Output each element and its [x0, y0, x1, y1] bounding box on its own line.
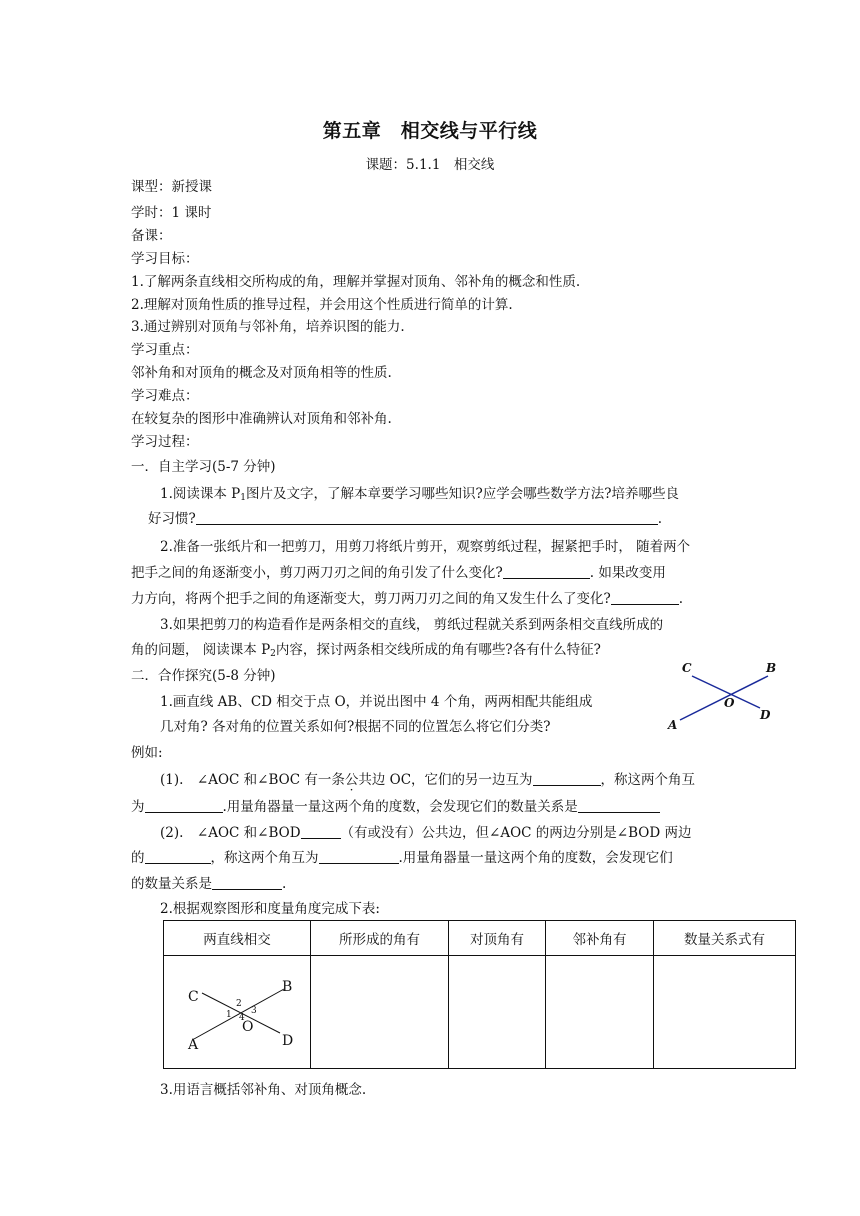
table-header-cell: 邻补角有 — [546, 921, 654, 956]
key-heading: 学习重点： — [131, 342, 199, 358]
q1-line2: 好习惯? . — [148, 511, 663, 527]
example2-line3: 的数量关系是 . — [131, 876, 287, 892]
answer-blank[interactable] — [145, 798, 223, 813]
table-header-cell: 所形成的角有 — [311, 921, 449, 956]
label-c: C — [188, 989, 199, 1005]
table-cell-answer[interactable] — [449, 956, 546, 1069]
label-b: B — [766, 661, 777, 675]
label-d: D — [760, 708, 771, 722]
table-row — [164, 956, 796, 1069]
answer-blank[interactable] — [145, 849, 211, 864]
chapter-title: 第五章 相交线与平行线 — [322, 120, 538, 142]
p1-line1: 1.画直线 AB、CD 相交于点 O，并说出图中 4 个角，两两相配共能组成 — [160, 694, 593, 710]
section1-heading: 一．自主学习(5-7 分钟) — [131, 459, 276, 475]
objectives-heading: 学习目标： — [131, 251, 199, 267]
answer-blank[interactable] — [611, 590, 679, 605]
p3-text: 3.用语言概括邻补角、对顶角概念. — [160, 1082, 367, 1098]
label-c: C — [682, 661, 692, 675]
q2-line1: 2.准备一张纸片和一把剪刀，用剪刀将纸片剪开，观察剪纸过程，握紧把手时， 随着两个 — [160, 539, 691, 555]
example1-line2: 为 .用量角器量一量这两个角的度数，会发现它们的数量关系是 — [131, 798, 660, 816]
label-a: A — [188, 1037, 199, 1053]
q2-line2: 把手之间的角逐渐变小，剪刀两刀刃之间的角引发了什么变化? . 如果改变用 — [131, 565, 666, 581]
angle-table — [163, 920, 796, 1069]
table-cell-answer[interactable] — [311, 956, 449, 1069]
label-o: O — [724, 696, 735, 710]
answer-blank[interactable] — [212, 875, 282, 890]
example-label: 例如: — [131, 745, 163, 761]
process-heading: 学习过程： — [131, 434, 199, 450]
difficulty-heading: 学习难点： — [131, 388, 199, 404]
angle-number: 2 — [236, 999, 242, 1009]
lesson-subtitle: 课题：5.1.1 相交线 — [365, 157, 495, 173]
p1-line2: 几对角? 各对角的位置关系如何?根据不同的位置怎么将它们分类? — [160, 719, 551, 735]
answer-blank[interactable] — [503, 564, 590, 579]
q2-line3: 力方向，将两个把手之间的角逐渐变大，剪刀两刀刃之间的角又发生什么了变化? . — [131, 591, 684, 607]
objective-item: 1.了解两条直线相交所构成的角，理解并掌握对顶角、邻补角的概念和性质. — [131, 274, 581, 290]
answer-blank[interactable] — [196, 510, 658, 525]
objective-item: 2.理解对顶角性质的推导过程，并会用这个性质进行简单的计算. — [131, 297, 513, 313]
example1-line1: (1). ∠AOC 和∠BOC 有一条公共边 · OC，它们的另一边互为 ，称这两个角互 — [160, 771, 695, 789]
difficulty-text: 在较复杂的图形中准确辨认对顶角和邻补角. — [131, 411, 392, 427]
table-header-row — [164, 921, 796, 956]
lesson-type: 课型：新授课 — [131, 179, 212, 195]
emphasis-text: 一条公共边 · — [318, 771, 386, 789]
lesson-prep: 备课： — [131, 228, 172, 244]
objective-item: 3.通过辨别对顶角与邻补角，培养识图的能力. — [131, 319, 405, 335]
label-a: A — [668, 718, 678, 732]
label-o: O — [242, 1019, 254, 1035]
key-text: 邻补角和对顶角的概念及对顶角相等的性质. — [131, 365, 392, 381]
numbered-angles-figure — [172, 969, 302, 1055]
q3-line2: 角的问题， 阅读课本 $P_2$内容，探讨两条相交线所成的角有哪些?各有什么特征? — [131, 642, 601, 659]
intersecting-lines-figure — [660, 656, 790, 736]
table-cell-figure — [164, 956, 311, 1069]
angle-number: 1 — [226, 1010, 232, 1020]
lesson-period: 学时：1 课时 — [131, 205, 212, 221]
table-header-cell: 数量关系式有 — [654, 921, 796, 956]
angle-number: 3 — [251, 1006, 257, 1016]
p2-text: 2.根据观察图形和度量角度完成下表: — [160, 901, 380, 917]
angle-number: 4 — [239, 1013, 245, 1023]
q1-line1: 1.阅读课本 $P_1$图片及文字，了解本章要学习哪些知识?应学会哪些数学方法?培养哪些良 — [160, 486, 679, 503]
example2-line2: 的 ，称这两个角互为 .用量角器量一量这两个角的度数，会发现它们 — [131, 850, 673, 866]
answer-blank[interactable] — [533, 771, 601, 786]
section2-heading: 二．合作探究(5-8 分钟) — [131, 668, 276, 684]
answer-blank[interactable] — [319, 849, 399, 864]
answer-blank[interactable] — [578, 798, 660, 813]
q3-line1: 3.如果把剪刀的构造看作是两条相交的直线， 剪纸过程就关系到两条相交直线所成的 — [160, 617, 664, 633]
answer-blank[interactable] — [301, 824, 341, 839]
table-header-cell: 对顶角有 — [449, 921, 546, 956]
example2-line1: (2). ∠AOC 和∠BOD （有或没有）公共边，但∠AOC 的两边分别是∠BOD 两边 — [160, 825, 692, 841]
table-cell-answer[interactable] — [654, 956, 796, 1069]
label-d: D — [282, 1033, 294, 1049]
label-b: B — [282, 979, 293, 995]
table-header-cell: 两直线相交 — [164, 921, 311, 956]
table-cell-answer[interactable] — [546, 956, 654, 1069]
